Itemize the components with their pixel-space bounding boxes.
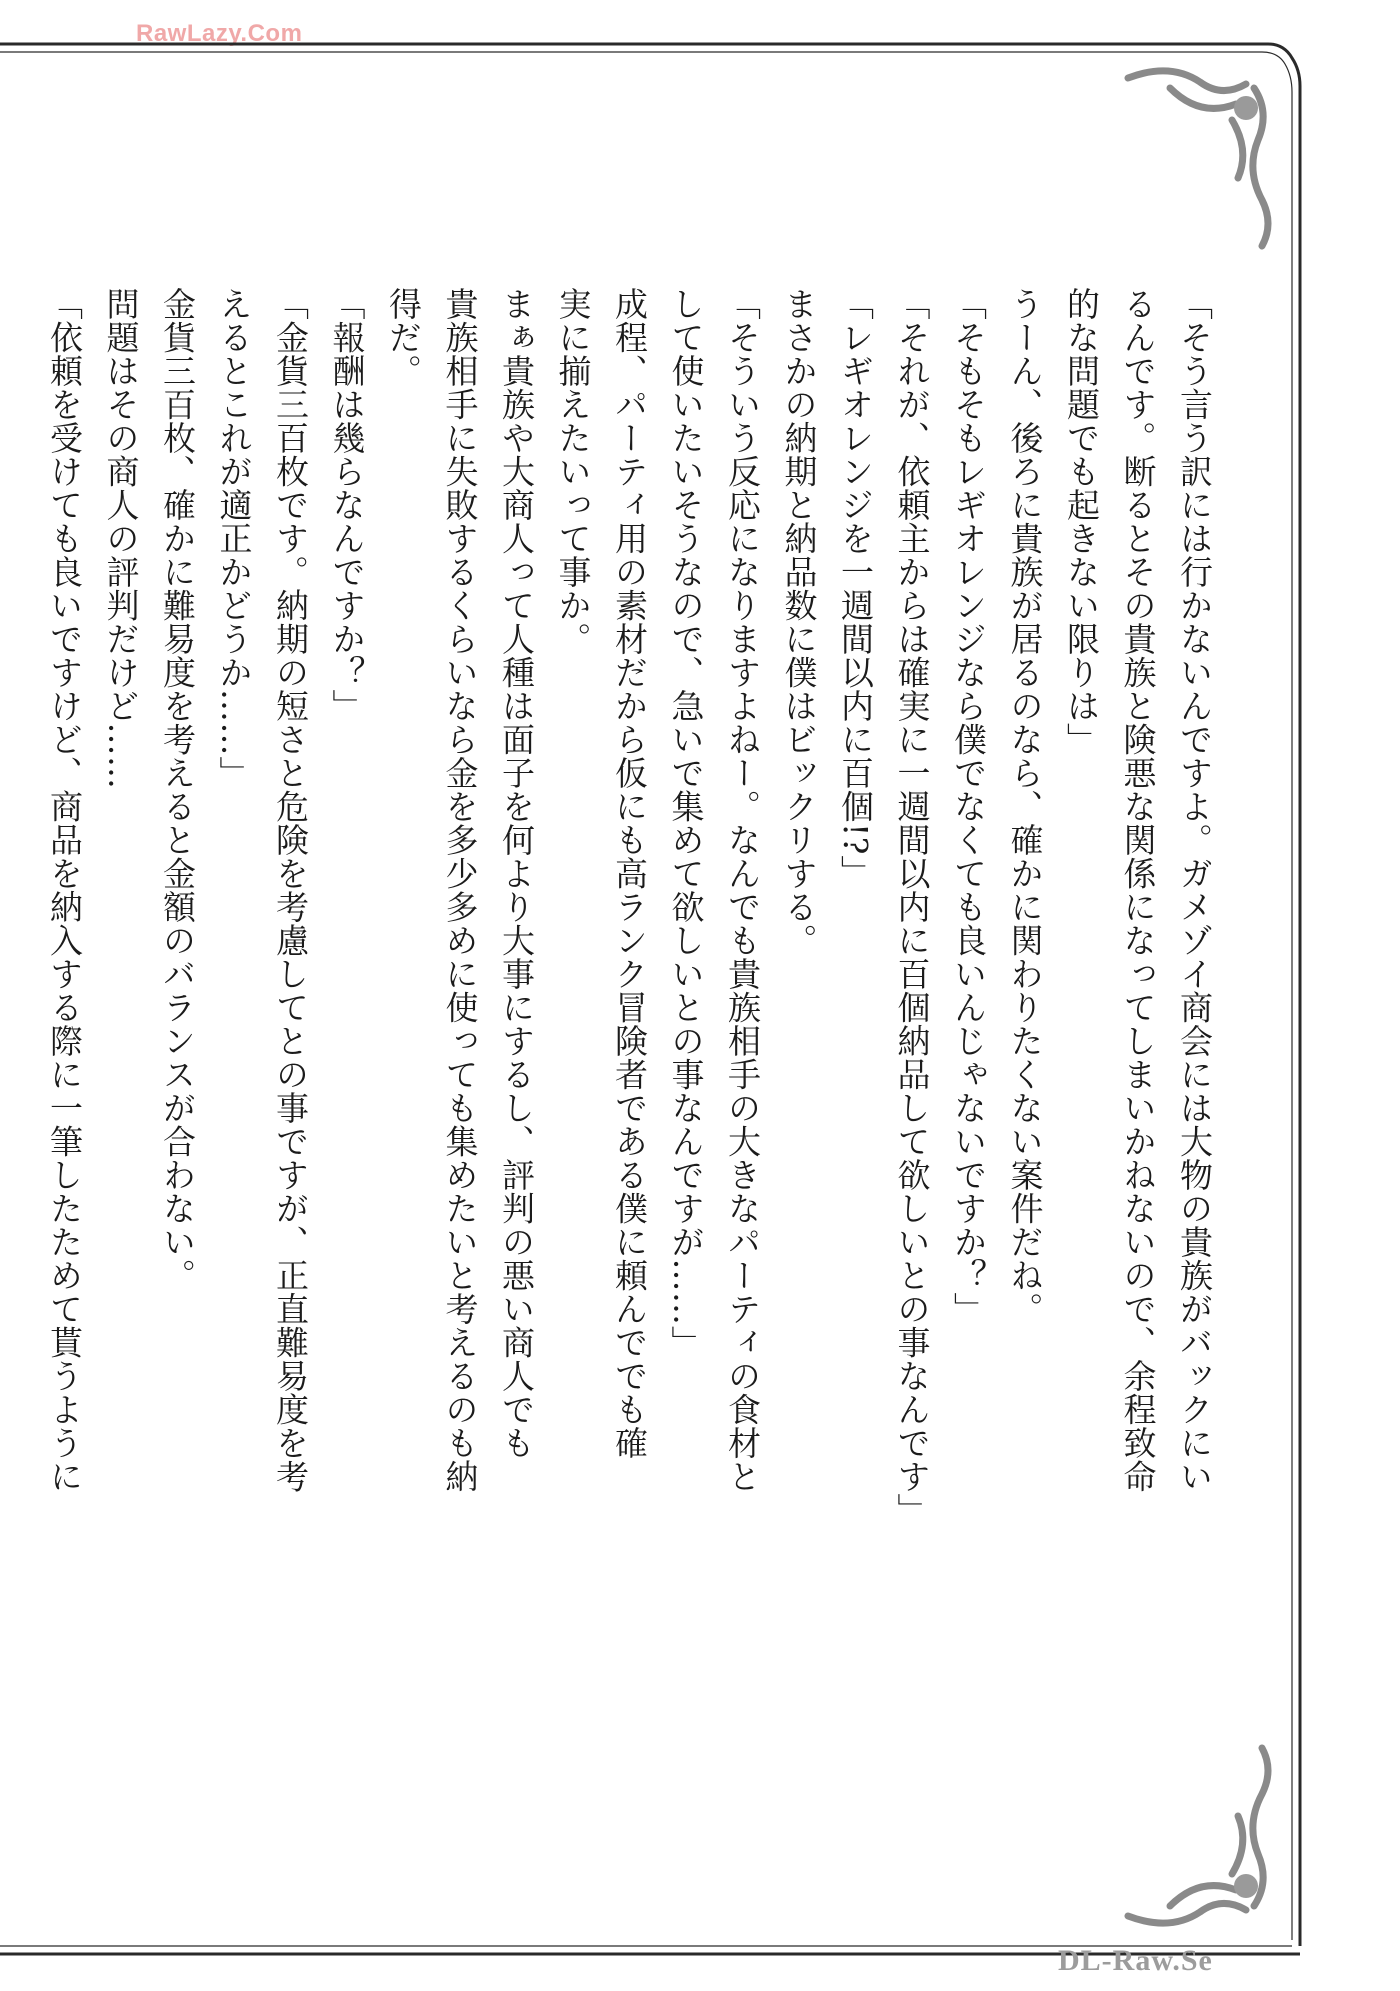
text-line: 「レギオレンジを一週間以内に百個!?」 bbox=[836, 287, 875, 889]
text-line: 「金貨三百枚です。納期の短さと危険を考慮してとの事ですが、正直難易度を考 bbox=[271, 287, 310, 1493]
text-line: 「そう言う訳には行かないんですよ。ガメゾイ商会には大物の貴族がバックにい bbox=[1175, 287, 1214, 1493]
text-line: 「報酬は幾らなんですか？」 bbox=[327, 287, 367, 723]
text-line: 「そもそもレギオレンジなら僕でなくても良いんじゃないですか？」 bbox=[949, 287, 988, 1326]
text-line: 金貨三百枚、確かに難易度を考えると金額のバランスが合わない。 bbox=[158, 287, 197, 1292]
text-line: うーん、後ろに貴族が居るのなら、確かに関わりたくない案件だね。 bbox=[1005, 287, 1045, 1326]
text-line: 「依頼を受けても良いですけど、商品を納入する際に一筆したためて貰うように bbox=[45, 287, 84, 1493]
vertical-text-body bbox=[45, 287, 1222, 1807]
text-line: 的な問題でも起きない限りは」 bbox=[1062, 287, 1101, 756]
text-line: して使いたいそうなので、急いで集めて欲しいとの事なんですが……」 bbox=[666, 287, 706, 1359]
text-line: えるとこれが適正かどうか……」 bbox=[214, 287, 254, 790]
text-line: 成程、パーティ用の素材だから仮にも高ランク冒険者である僕に頼んででも確 bbox=[610, 287, 649, 1460]
text-line: まさかの納期と納品数に僕はビックリする。 bbox=[779, 287, 819, 957]
text-line: まぁ貴族や大商人って人種は面子を何より大事にするし、評判の悪い商人でも bbox=[497, 287, 536, 1460]
text-line: 「そういう反応になりますよねー。なんでも貴族相手の大きなパーティの食材と bbox=[723, 287, 762, 1493]
text-line: 得だ。 bbox=[384, 287, 423, 388]
text-line: 実に揃えたいって事か。 bbox=[553, 287, 593, 656]
watermark-top: RawLazy.Com bbox=[136, 20, 303, 47]
watermark-bottom: DL-Raw.Se bbox=[1058, 1944, 1213, 1977]
flourish-corner-top-icon bbox=[1128, 71, 1268, 246]
text-line: 貴族相手に失敗するくらいなら金を多少多めに使っても集めたいと考えるのも納 bbox=[440, 287, 480, 1493]
text-line: 「それが、依頼主からは確実に一週間以内に百個納品して欲しいとの事なんです」 bbox=[892, 287, 932, 1527]
text-line: るんです。断るとその貴族と険悪な関係になってしまいかねないので、余程致命 bbox=[1118, 287, 1158, 1493]
text-line: 問題はその商人の評判だけど…… bbox=[101, 287, 141, 790]
